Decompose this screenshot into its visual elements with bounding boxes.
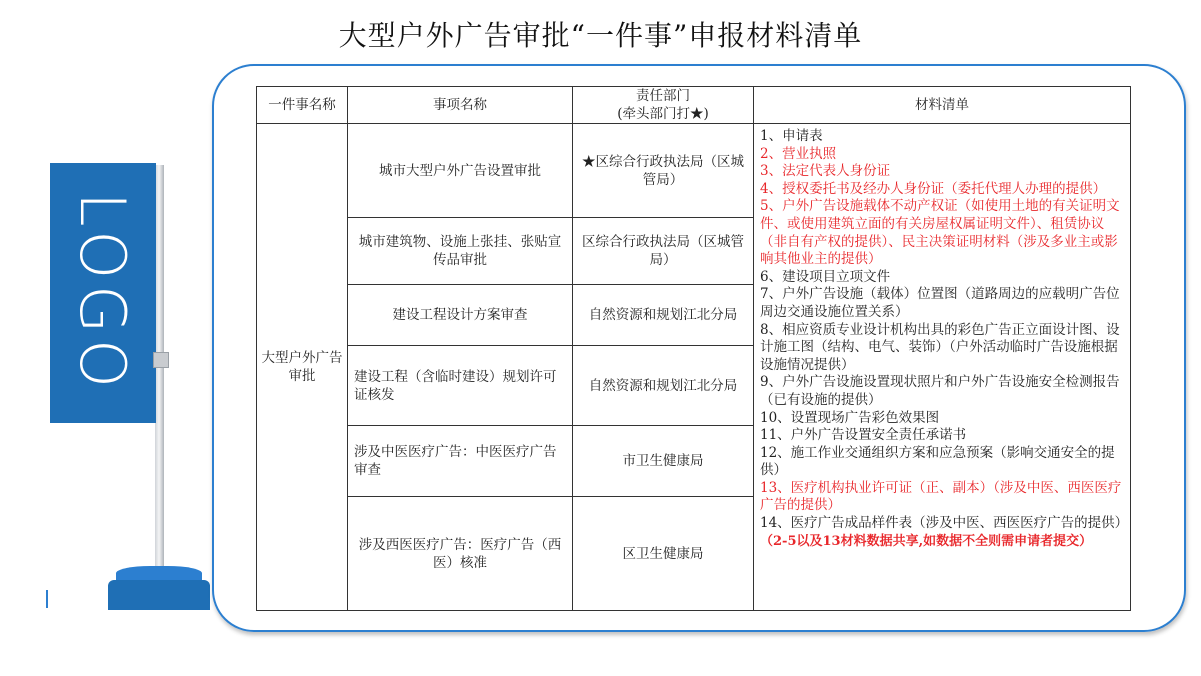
department-cell: 自然资源和规划江北分局 [573,285,754,346]
materials-cell [754,124,1131,611]
department-cell: 区综合行政执法局（区城管局） [573,218,754,285]
flag-base [108,580,210,610]
base-edge-line [46,590,48,608]
item-name-cell: 建设工程设计方案审查 [348,285,573,346]
header-department-note: (牵头部门打★) [617,106,709,122]
material-item: 4、授权委托书及经办人身份证（委托代理人办理的提供） [760,180,1107,197]
material-item: 7、户外广告设施（载体）位置图（道路周边的应载明广告位周边交通设施位置关系） [760,286,1120,320]
material-item: 10、设置现场广告彩色效果图 [760,409,940,426]
logo-text: LOGO [66,192,140,394]
pole-clamp [153,352,169,368]
material-item: 9、户外广告设施设置现状照片和户外广告设施安全检测报告（已有设施的提供） [760,374,1120,408]
item-name-cell: 城市建筑物、设施上张挂、张贴宣传品审批 [348,218,573,285]
header-materials: 材料清单 [754,87,1131,124]
material-item: 13、医疗机构执业许可证（正、副本）（涉及中医、西医医疗广告的提供） [760,479,1122,514]
header-department-title: 责任部门 [636,88,690,104]
department-cell: 自然资源和规划江北分局 [573,346,754,426]
material-item: 2、营业执照 [760,145,837,162]
header-department [573,87,754,124]
matter-name-cell: 大型户外广告审批 [257,124,348,611]
logo-flag [50,163,156,423]
item-name-cell: 涉及西医医疗广告：医疗广告（西医）核准 [348,497,573,611]
item-name-cell: 涉及中医医疗广告：中医医疗广告审查 [348,426,573,497]
material-item: 8、相应资质专业设计机构出具的彩色广告正立面设计图、设计施工图（结构、电气、装饰）（户外活动临时广告设施根据设施情况提供） [760,321,1120,373]
material-item: 14、医疗广告成品样件表（涉及中医、西医医疗广告的提供） [760,515,1129,532]
item-name-cell: 建设工程（含临时建设）规划许可 证核发 [348,346,573,426]
material-item: 3、法定代表人身份证 [760,163,891,180]
material-item: 1、申请表 [760,128,823,144]
department-cell: 市卫生健康局 [573,426,754,497]
item-name-cell: 城市大型户外广告设置审批 [348,124,573,218]
materials-table [256,86,1131,611]
department-cell: ★区综合行政执法局（区城管局） [573,124,754,218]
flag-pole [155,165,164,585]
material-item: 6、建设项目立项文件 [760,268,891,285]
data-sharing-note: （2-5以及13材料数据共享,如数据不全则需申请者提交） [760,533,1093,549]
material-item: 11、户外广告设置安全责任承诺书 [760,427,967,444]
material-item: 12、施工作业交通组织方案和应急预案（影响交通安全的提供） [760,444,1115,479]
table-header-row [257,87,1131,124]
table-row [257,124,1131,218]
page-title: 大型户外广告审批“一件事”申报材料清单 [338,19,863,52]
department-cell: 区卫生健康局 [573,497,754,611]
material-item: 5、户外广告设施载体不动产权证（如使用土地的有关证明文件、或使用建筑立面的有关房屋权属证明文件）、租赁协议（非自有产权的提供）、民主决策证明材料（涉及多业主或影响其他业主的提供） [760,198,1120,268]
header-item-name: 事项名称 [348,87,573,124]
header-matter: 一件事名称 [257,87,348,124]
